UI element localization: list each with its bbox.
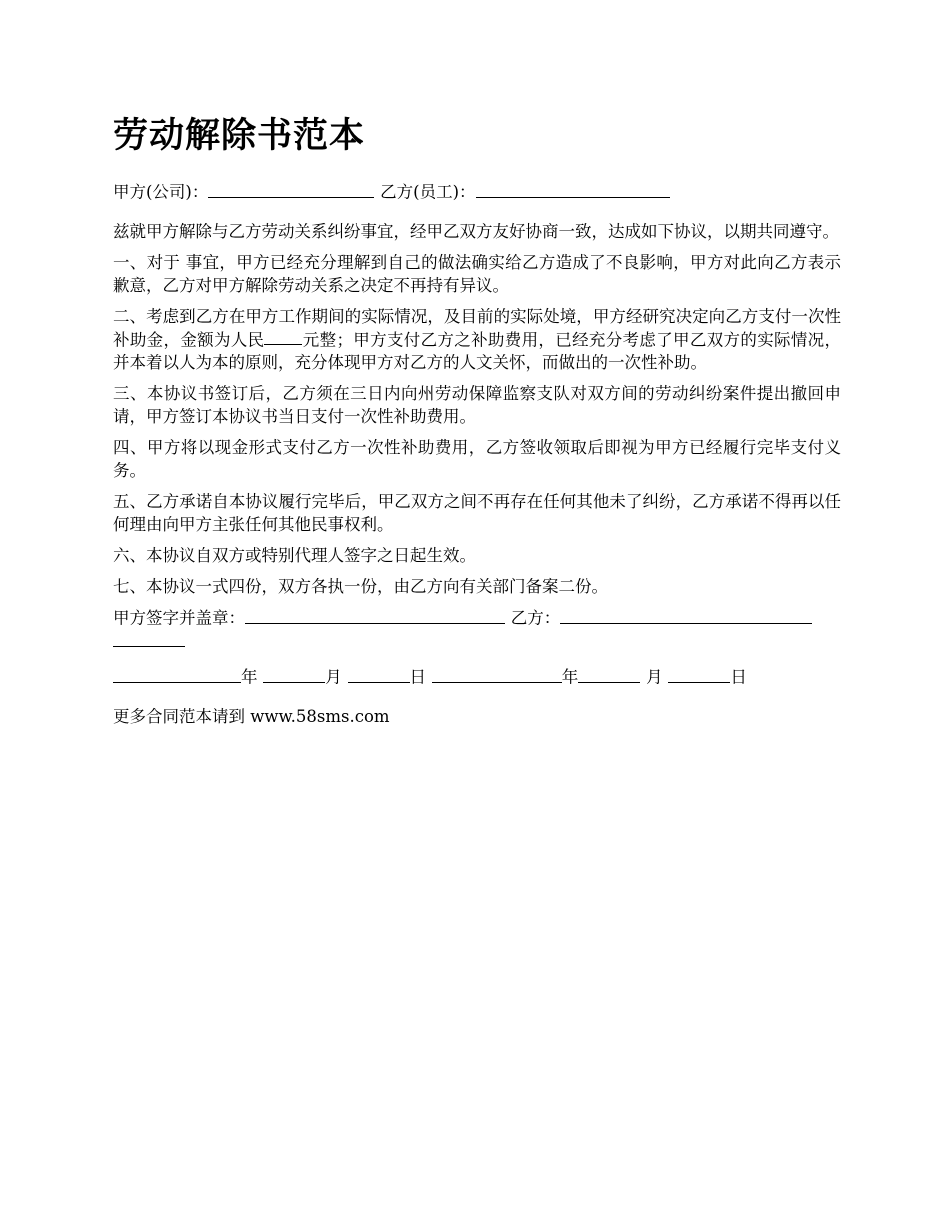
party-a-blank — [208, 180, 374, 198]
year-blank-b — [432, 665, 562, 683]
footer-link-text: 更多合同范本请到 www.58sms.com — [113, 706, 390, 726]
clause-3: 三、本协议书签订后，乙方须在三日内向州劳动保障监察支队对双方间的劳动纠纷案件提出撤回申请，甲方签订本协议书当日支付一次性补助费用。 — [113, 384, 841, 426]
amount-blank — [264, 328, 302, 346]
parties-line — [113, 180, 841, 204]
year-label-a: 年 — [241, 667, 258, 687]
day-label-a: 日 — [409, 667, 427, 687]
year-label-b: 年 — [561, 667, 579, 687]
party-b-sign-blank-continued — [113, 630, 185, 648]
party-b-sign-blank — [560, 606, 812, 624]
day-label-b: 日 — [730, 667, 747, 687]
year-blank-a — [113, 665, 241, 683]
party-a-sign-blank — [245, 606, 505, 624]
intro-paragraph: 兹就甲方解除与乙方劳动关系纠纷事宜，经甲乙双方友好协商一致，达成如下协议，以期共同遵守。 — [113, 221, 839, 241]
document-title: 劳动解除书范本 — [113, 116, 366, 156]
month-blank-a — [263, 665, 325, 683]
clause-2-part-2: 元整；甲方支付乙方之补助费用，已经充分考虑了甲乙双方的实际情况，并本着以人为本的原则，充分体现甲方对乙方的人文关怀，而做出的一次性补助。 — [113, 330, 842, 372]
party-a-label: 甲方(公司)： — [113, 182, 209, 202]
month-blank-b — [578, 665, 640, 683]
clause-5: 五、乙方承诺自本协议履行完毕后，甲乙双方之间不再存在任何其他未了纠纷，乙方承诺不得再以任何理由向甲方主张任何其他民事权利。 — [113, 492, 841, 534]
party-b-label: 乙方(员工)： — [380, 182, 476, 202]
clause-6: 六、本协议自双方或特别代理人签字之日起生效。 — [113, 546, 476, 565]
day-blank-a — [348, 665, 410, 683]
month-label-b: 月 — [646, 667, 663, 687]
clause-2 — [113, 305, 841, 375]
signature-line — [113, 606, 841, 653]
date-line — [113, 665, 841, 689]
clause-4: 四、甲方将以现金形式支付乙方一次性补助费用，乙方签收领取后即视为甲方已经履行完毕支付义务。 — [113, 438, 841, 480]
party-a-sign-label: 甲方签字并盖章： — [113, 608, 245, 628]
clause-7: 七、本协议一式四份，双方各执一份，由乙方向有关部门备案二份。 — [113, 577, 608, 596]
document-page — [113, 112, 841, 736]
party-b-sign-label: 乙方： — [510, 608, 561, 628]
clause-1: 一、对于 事宜，甲方已经充分理解到自己的做法确实给乙方造成了不良影响，甲方对此向乙方表示歉意，乙方对甲方解除劳动关系之决定不再持有异议。 — [113, 252, 841, 295]
day-blank-b — [668, 665, 730, 683]
party-b-blank — [476, 180, 670, 198]
clause-2-part-1: 二、考虑到乙方在甲方工作期间的实际情况，及目前的实际处境，甲方经研究决定向乙方支付一次性补助金，金额为人民 — [113, 306, 841, 349]
month-label-a: 月 — [325, 667, 342, 687]
